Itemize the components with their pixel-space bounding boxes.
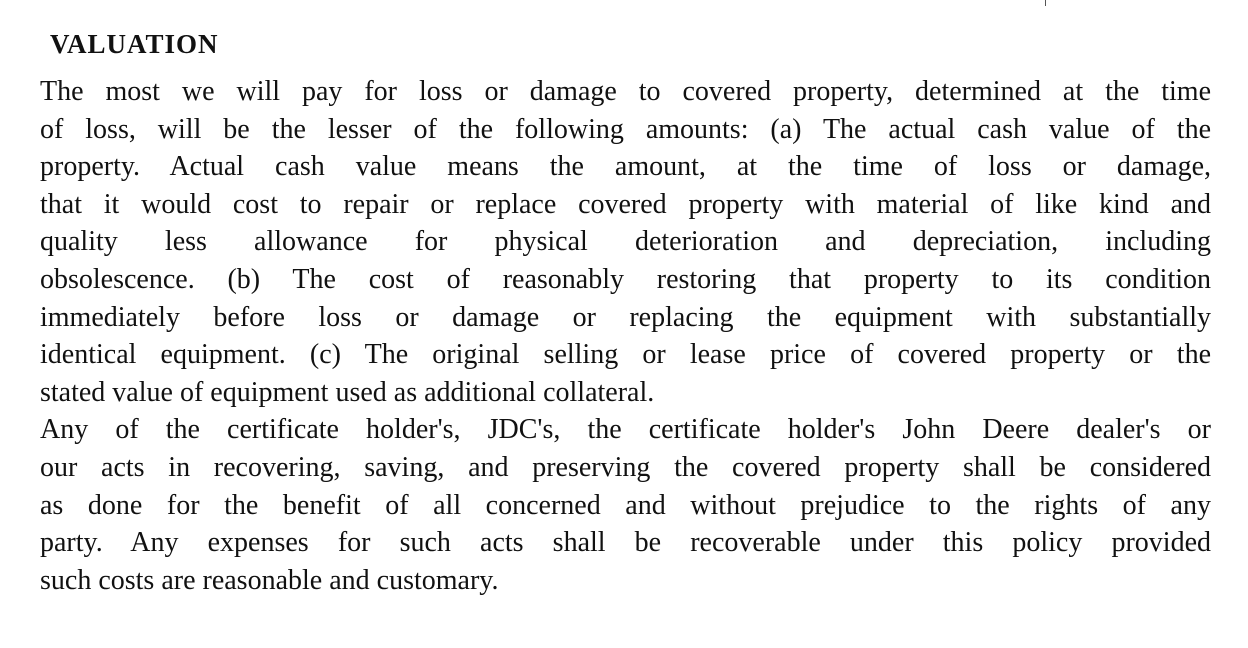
text-line: such costs are reasonable and customary. (40, 564, 499, 596)
text-line: party. Any expenses for such acts shall be recoverable under this policy provided (40, 527, 1211, 559)
text-line: Any of the certificate holder's, JDC's, the certificate holder's John Deere dealer's or (40, 414, 1211, 446)
text-line: immediately before loss or damage or replacing the equipment with substantially (40, 301, 1211, 333)
text-line: that it would cost to repair or replace covered property with material of like kind and (40, 188, 1211, 220)
text-line: of loss, will be the lesser of the following amounts: (a) The actual cash value of the (40, 113, 1211, 145)
scan-mark (1045, 0, 1046, 6)
text-line: quality less allowance for physical deterioration and depreciation, including (40, 226, 1211, 258)
paragraph-valuation-terms (40, 73, 1211, 411)
text-line: The most we will pay for loss or damage to covered property, determined at the time (40, 76, 1211, 107)
text-line: stated value of equipment used as additional collateral. (40, 376, 655, 408)
text-line: identical equipment. (c) The original selling or lease price of covered property or the (40, 339, 1211, 371)
section-heading: VALUATION (50, 29, 219, 59)
text-line: obsolescence. (b) The cost of reasonably restoring that property to its condition (40, 263, 1211, 295)
text-line: as done for the benefit of all concerned and without prejudice to the rights of any (40, 489, 1211, 521)
text-line: property. Actual cash value means the amount, at the time of loss or damage, (40, 151, 1211, 183)
paragraph-recovery-acts (40, 411, 1211, 599)
text-line: our acts in recovering, saving, and preserving the covered property shall be considered (40, 451, 1211, 483)
section-body (40, 73, 1211, 599)
